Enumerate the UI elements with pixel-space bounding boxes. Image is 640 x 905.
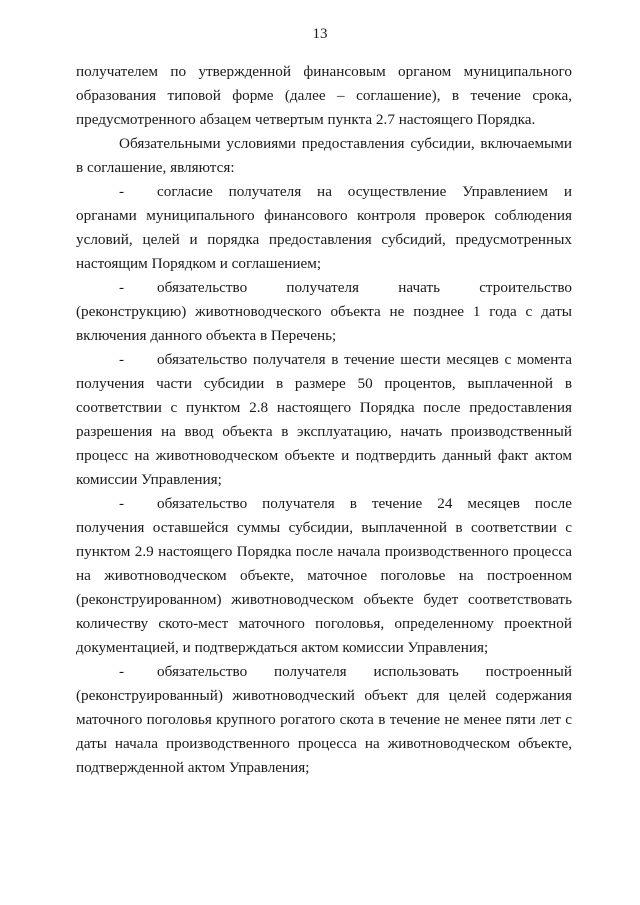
list-item-production-start-obligation — [76, 348, 572, 492]
paragraph-conditions-intro: Обязательными условиями предоставления субсидии, включаемыми в соглашение, являются: — [76, 135, 572, 176]
list-dash: - — [119, 351, 125, 368]
list-item-text: обязательство получателя использовать построенный (реконструированный) животноводческий объект для целей содержания маточного поголовья крупного рогатого скота в течение не менее пяти лет с даты начала производственного процесса на животноводческом объекте, подтвержденной актом Управления; — [76, 663, 572, 776]
list-dash: - — [119, 663, 125, 680]
list-item-consent — [76, 180, 572, 276]
list-item-text: согласие получателя на осуществление Управлением и органами муниципального финансового контроля проверок соблюдения условий, целей и порядка предоставления субсидий, предусмотренных настоящим Порядком и соглашением; — [76, 183, 572, 272]
list-item-text: обязательство получателя начать строительство (реконструкцию) животноводческого объекта не позднее 1 года с даты включения данного объекта в Перечень; — [76, 279, 572, 344]
list-item-construction-obligation — [76, 276, 572, 348]
list-dash: - — [119, 495, 125, 512]
list-item-livestock-obligation — [76, 492, 572, 660]
page-number: 13 — [312, 26, 328, 42]
list-dash: - — [119, 279, 125, 296]
list-dash: - — [119, 183, 125, 200]
paragraph-continuation: получателем по утвержденной финансовым органом муниципального образования типовой форме (далее – соглашение), в течение срока, предусмотренного абзацем четвертым пункта 2.7 настоящего Порядка. — [76, 63, 572, 128]
list-item-text: обязательство получателя в течение шести месяцев с момента получения части субсидии в размере 50 процентов, выплаченной в соответствии с пунктом 2.8 настоящего Порядка после предоставления разрешения на ввод объекта в эксплуатацию, начать производственный процесс на животноводческом объекте и подтвердить данный факт актом комиссии Управления; — [76, 351, 572, 488]
list-item-text: обязательство получателя в течение 24 месяцев после получения оставшейся суммы субсидии, выплаченной в соответствии с пунктом 2.9 настоящего Порядка после начала производственного процесса на животноводческом объекте, маточное поголовье на построенном (реконструированном) животноводческом объекте будет соответствовать количеству ското-мест маточного поголовья, определенному проектной документацией, и подтверждаться актом комиссии Управления; — [76, 495, 572, 656]
list-item-usage-obligation — [76, 660, 572, 780]
document-body — [76, 60, 572, 780]
